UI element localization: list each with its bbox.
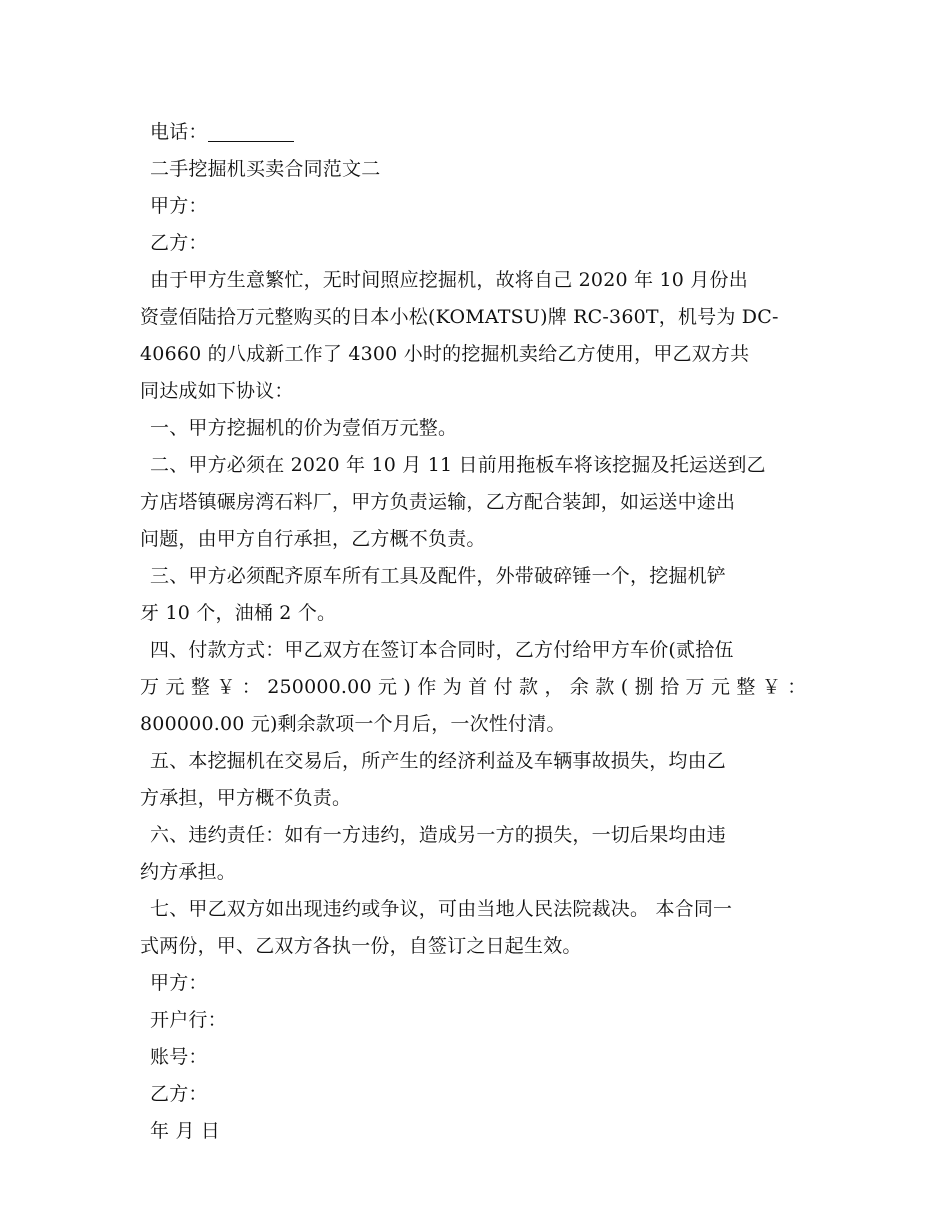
phone-blank-underline [208, 119, 294, 142]
phone-line [140, 114, 812, 151]
clause-6-line-2: 约方承担。 [140, 861, 237, 883]
signature-party-a: 甲方： [150, 972, 208, 994]
intro-line-4: 同达成如下协议： [140, 380, 294, 402]
clause-2-line-1: 二、甲方必须在 2020 年 10 月 11 日前用拖板车将该挖掘及托运送到乙 [150, 454, 766, 476]
intro-line-3: 40660 的八成新工作了 4300 小时的挖掘机卖给乙方使用，甲乙双方共 [140, 343, 750, 365]
clause-4-line-1: 四、付款方式：甲乙双方在签订本合同时，乙方付给甲方车价(贰拾伍 [150, 639, 734, 661]
clause-2-line-2: 方店塔镇碾房湾石料厂，甲方负责运输，乙方配合装卸，如运送中途出 [140, 491, 736, 513]
clause-1-line-1: 一、甲方挖掘机的价为壹佰万元整。 [150, 417, 458, 439]
phone-label: 电话： [150, 121, 208, 143]
intro-line-1: 由于甲方生意繁忙，无时间照应挖掘机，故将自己 2020 年 10 月份出 [150, 269, 748, 291]
clause-3-line-2: 牙 10 个，油桶 2 个。 [140, 602, 337, 624]
signature-bank: 开户行： [150, 1009, 227, 1031]
party-a-label: 甲方： [150, 195, 208, 217]
signature-account: 账号： [150, 1046, 208, 1068]
clause-3-line-1: 三、甲方必须配齐原车所有工具及配件，外带破碎锤一个，挖掘机铲 [150, 565, 727, 587]
clause-7-line-1: 七、甲乙双方如出现违约或争议，可由当地人民法院裁决。 本合同一 [150, 898, 733, 920]
signature-date: 年 月 日 [150, 1120, 221, 1142]
clause-6-line-1: 六、违约责任：如有一方违约，造成另一方的损失，一切后果均由违 [150, 824, 727, 846]
clause-5-line-1: 五、本挖掘机在交易后，所产生的经济利益及车辆事故损失，均由乙 [150, 750, 727, 772]
clause-7-line-2: 式两份，甲、乙双方各执一份，自签订之日起生效。 [140, 935, 582, 957]
party-b-label: 乙方： [150, 232, 208, 254]
clause-2-line-3: 问题，由甲方自行承担，乙方概不负责。 [140, 528, 486, 550]
document-page [140, 114, 812, 1150]
signature-party-b: 乙方： [150, 1083, 208, 1105]
clause-5-line-2: 方承担，甲方概不负责。 [140, 787, 352, 809]
intro-line-2: 资壹佰陆拾万元整购买的日本小松(KOMATSU)牌 RC-360T，机号为 DC- [140, 306, 779, 328]
clause-4-line-2: 万 元 整 ￥ ： 250000.00 元 ) 作 为 首 付 款 ， 余 款 ( 捌 拾 万 元 整 ￥ ： [140, 676, 807, 698]
document-title: 二手挖掘机买卖合同范文二 [150, 158, 381, 180]
clause-4-line-3: 800000.00 元)剩余款项一个月后，一次性付清。 [140, 713, 566, 735]
